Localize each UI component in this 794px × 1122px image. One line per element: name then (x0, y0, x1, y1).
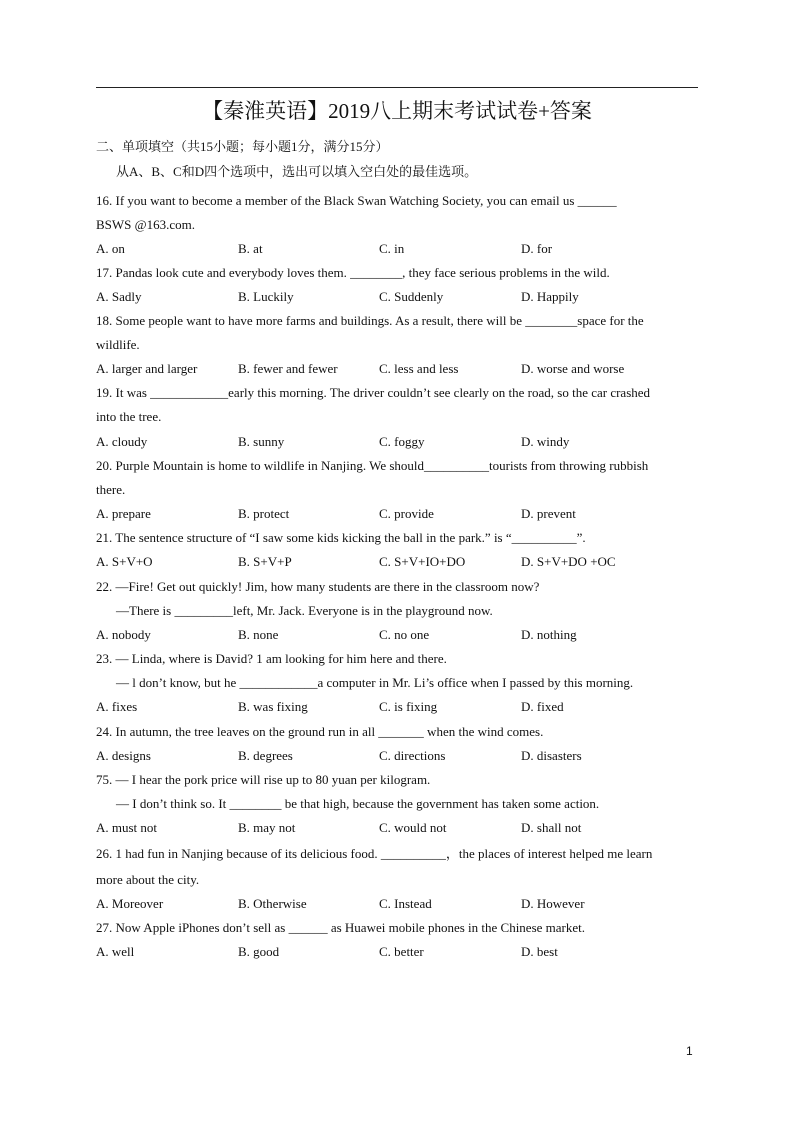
question-25-stem-cont: — I don’t think so. It ________ be that high, because the government has taken some action. (116, 796, 600, 811)
question-24-stem: 24. In autumn, the tree leaves on the ground run in all _______ when the wind comes. (96, 724, 544, 739)
q25-option-d: D. shall not (521, 820, 582, 835)
q16-option-a: A. on (96, 241, 125, 256)
q16-option-c: C. in (379, 241, 405, 256)
q19-option-d: D. windy (521, 434, 570, 449)
q21-option-a: A. S+V+O (96, 554, 153, 569)
q24-option-c: C. directions (379, 748, 446, 763)
q26-option-b: B. Otherwise (238, 896, 307, 911)
q24-option-a: A. designs (96, 748, 151, 763)
q27-option-a: A. well (96, 944, 135, 959)
q26-option-d: D. However (521, 896, 585, 911)
q16-option-b: B. at (238, 241, 263, 256)
q21-option-d: D. S+V+DO +OC (521, 554, 616, 569)
q20-option-a: A. prepare (96, 506, 151, 521)
question-21-stem: 21. The sentence structure of “I saw some kids kicking the ball in the park.” is “__________”. (96, 530, 586, 545)
q20-option-d: D. prevent (521, 506, 576, 521)
q22-option-a: A. nobody (96, 627, 151, 642)
q22-option-c: C. no one (379, 627, 430, 642)
q18-option-c: C. less and less (379, 361, 459, 376)
q19-option-b: B. sunny (238, 434, 285, 449)
q17-option-a: A. Sadly (96, 289, 142, 304)
question-19-stem: 19. It was ____________early this morning. The driver couldn’t see clearly on the road, so the car crashed (96, 385, 651, 400)
question-17-stem: 17. Pandas look cute and everybody loves them. ________, they face serious problems in the wild. (96, 265, 610, 280)
q26-option-a: A. Moreover (96, 896, 164, 911)
page-title: 【秦淮英语】2019八上期末考试试卷+答案 (202, 99, 592, 123)
q23-option-b: B. was fixing (238, 699, 308, 714)
q27-option-d: D. best (521, 944, 558, 959)
q16-option-d: D. for (521, 241, 553, 256)
q17-option-d: D. Happily (521, 289, 579, 304)
q18-option-d: D. worse and worse (521, 361, 625, 376)
q25-option-c: C. would not (379, 820, 447, 835)
q23-option-a: A. fixes (96, 699, 138, 714)
q19-option-c: C. foggy (379, 434, 425, 449)
q27-option-c: C. better (379, 944, 424, 959)
question-23-stem-cont: — l don’t know, but he ____________a computer in Mr. Li’s office when I passed by this morning. (116, 675, 634, 690)
q17-option-b: B. Luckily (238, 289, 294, 304)
header-rule (96, 87, 698, 88)
question-16-stem: 16. If you want to become a member of the Black Swan Watching Society, you can email us ______ (96, 193, 617, 208)
q25-option-a: A. must not (96, 820, 158, 835)
question-20-stem-cont: there. (96, 482, 126, 497)
q24-option-b: B. degrees (238, 748, 293, 763)
section-instruction: 从A、B、C和D四个选项中，选出可以填入空白处的最佳选项。 (116, 164, 478, 179)
q22-option-d: D. nothing (521, 627, 577, 642)
q27-option-b: B. good (238, 944, 280, 959)
q21-option-b: B. S+V+P (238, 554, 292, 569)
q20-option-c: C. provide (379, 506, 434, 521)
q19-option-a: A. cloudy (96, 434, 148, 449)
question-22-stem: 22. —Fire! Get out quickly! Jim, how many students are there in the classroom now? (96, 579, 540, 594)
question-16-stem-cont: BSWS @163.com. (96, 217, 196, 232)
question-23-stem: 23. — Linda, where is David? 1 am looking for him here and there. (96, 651, 447, 666)
question-27-stem: 27. Now Apple iPhones don’t sell as ______ as Huawei mobile phones in the Chinese market. (96, 920, 585, 935)
question-18-stem-cont: wildlife. (96, 337, 140, 352)
page-number: 1 (686, 1044, 693, 1058)
q18-option-a: A. larger and larger (96, 361, 198, 376)
question-18-stem: 18. Some people want to have more farms and buildings. As a result, there will be ________space for the (96, 313, 644, 328)
q26-option-c: C. Instead (379, 896, 432, 911)
section-heading: 二、单项填空（共15小题；每小题1分，满分15分） (96, 139, 389, 154)
q18-option-b: B. fewer and fewer (238, 361, 338, 376)
q22-option-b: B. none (238, 627, 279, 642)
q23-option-c: C. is fixing (379, 699, 438, 714)
question-26-stem: 26. 1 had fun in Nanjing because of its delicious food. __________，the places of interest helped me learn (96, 846, 653, 861)
q23-option-d: D. fixed (521, 699, 564, 714)
q20-option-b: B. protect (238, 506, 290, 521)
q24-option-d: D. disasters (521, 748, 582, 763)
question-22-stem-cont: —There is _________left, Mr. Jack. Everyone is in the playground now. (116, 603, 493, 618)
question-19-stem-cont: into the tree. (96, 409, 162, 424)
question-20-stem: 20. Purple Mountain is home to wildlife in Nanjing. We should__________tourists from throwing rubbish (96, 458, 649, 473)
q17-option-c: C. Suddenly (379, 289, 444, 304)
question-25-stem: 75. — I hear the pork price will rise up to 80 yuan per kilogram. (96, 772, 431, 787)
q21-option-c: C. S+V+IO+DO (379, 554, 466, 569)
q25-option-b: B. may not (238, 820, 296, 835)
question-26-stem-cont: more about the city. (96, 872, 200, 887)
